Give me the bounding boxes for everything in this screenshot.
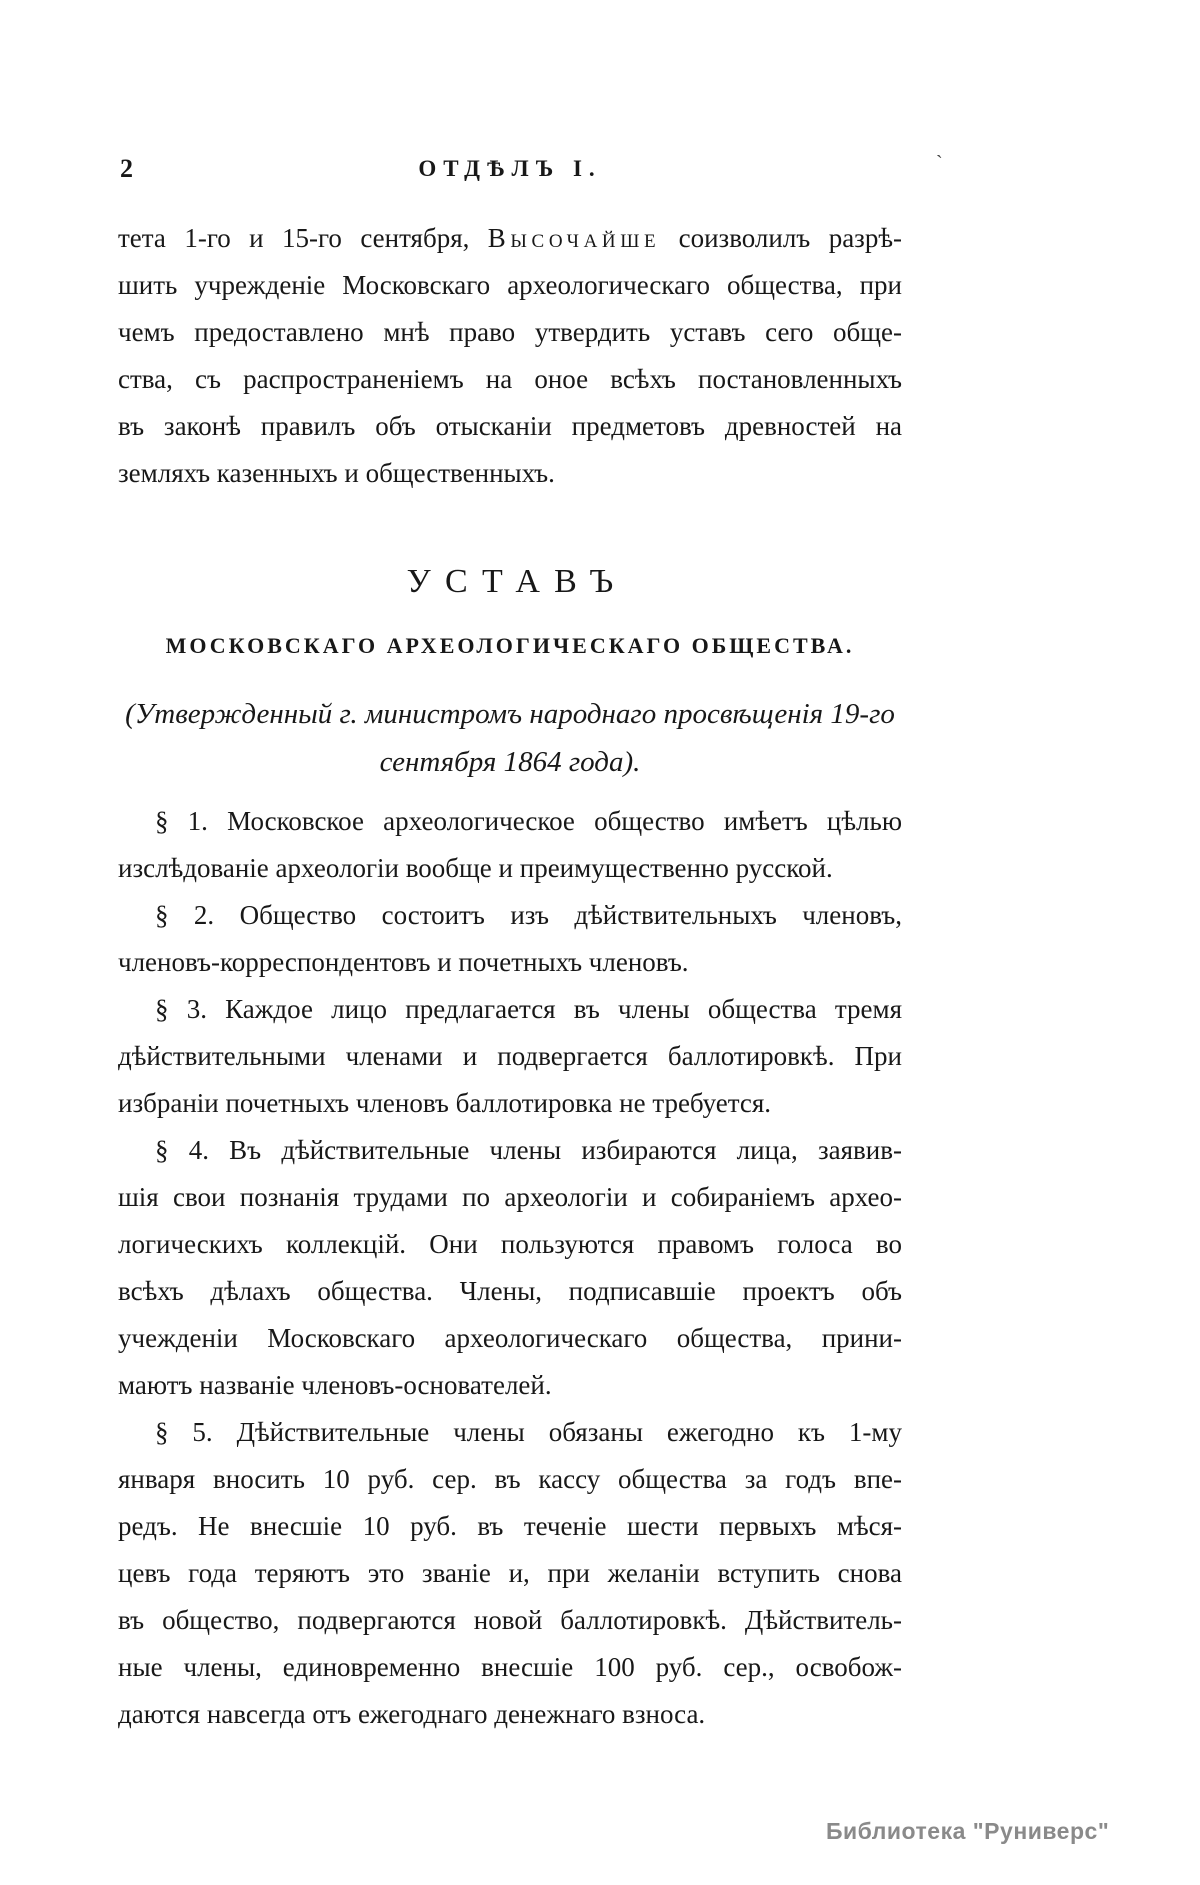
text-line: логическихъ коллекцій. Они пользуются правомъ голоса во <box>118 1229 902 1259</box>
text-line: маютъ названіе членовъ-основателей. <box>118 1370 552 1400</box>
articles-block <box>118 798 902 1738</box>
section-title: ОТДѢЛЪ I. <box>418 156 602 181</box>
text-line: § 1. Московское археологическое общество имѣетъ цѣлью <box>155 806 902 836</box>
text-line: дѣйствительными членами и подвергается баллотировкѣ. При <box>118 1041 902 1071</box>
text-line: всѣхъ дѣлахъ общества. Члены, подписавшіе проектъ объ <box>118 1276 902 1306</box>
text-line: ные члены, единовременно внесшіе 100 руб. сер., освобож- <box>118 1652 902 1682</box>
text-line: января вносить 10 руб. сер. въ кассу общества за годъ впе- <box>118 1464 902 1494</box>
paragraph-article-2 <box>118 892 902 986</box>
text-line: § 5. Дѣйствительные члены обязаны ежегодно къ 1-му <box>155 1417 902 1447</box>
text-line: шить учрежденіе Московскаго археологическаго общества, при <box>118 270 902 300</box>
text-line: § 3. Каждое лицо предлагается въ члены общества тремя <box>155 994 902 1024</box>
text-line: учежденіи Московскаго археологическаго общества, прини- <box>118 1323 902 1353</box>
paragraph-article-5 <box>118 1409 902 1738</box>
text-line: цевъ года теряютъ это званіе и, при желаніи вступить снова <box>118 1558 902 1588</box>
intro-paragraph-block <box>118 215 902 497</box>
text-line: земляхъ казенныхъ и общественныхъ. <box>118 458 555 488</box>
plain-text: соизволилъ разрѣ- <box>660 223 902 253</box>
text-line <box>118 215 902 262</box>
emphasized-text: Высочайше <box>487 223 661 253</box>
intro-paragraph-container <box>118 215 902 497</box>
text-line: § 2. Общество состоитъ изъ дѣйствительныхъ членовъ, <box>155 900 902 930</box>
approval-note <box>118 690 902 786</box>
text-line: шія свои познанія трудами по археологіи и собираніемъ архео- <box>118 1182 902 1212</box>
text-line: въ законѣ правилъ объ отысканіи предметовъ древностей на <box>118 411 902 441</box>
text-line: чемъ предоставлено мнѣ право утвердить уставъ сего обще- <box>118 317 902 347</box>
paragraph-article-1 <box>118 798 902 892</box>
text-line: членовъ-корреспондентовъ и почетныхъ членовъ. <box>118 947 689 977</box>
paragraph-article-3 <box>118 986 902 1127</box>
approval-note-line: (Утвержденный г. министромъ народнаго просвѣщенія 19-го <box>125 698 895 730</box>
text-line: ства, съ распространеніемъ на оное всѣхъ постановленныхъ <box>118 364 902 394</box>
articles-container <box>118 798 902 1738</box>
text-line: въ общество, подвергаются новой баллотировкѣ. Дѣйствитель- <box>118 1605 902 1635</box>
text-line: избраніи почетныхъ членовъ баллотировка не требуется. <box>118 1088 772 1118</box>
paragraph-intro <box>118 215 902 497</box>
text-line: редъ. Не внесшіе 10 руб. въ теченіе шести первыхъ мѣся- <box>118 1511 902 1541</box>
plain-text: тета 1-го и 15-го сентября, <box>118 223 488 253</box>
library-watermark: Библиотека "Руниверс" <box>826 1818 1110 1844</box>
text-line: изслѣдованіе археологіи вообще и преимущественно русской. <box>118 853 833 883</box>
paragraph-article-4 <box>118 1127 902 1409</box>
stray-scan-mark: ` <box>936 152 943 174</box>
text-line: § 4. Въ дѣйствительные члены избираются лица, заявив- <box>155 1135 902 1165</box>
charter-subtitle: МОСКОВСКАГО АРХЕОЛОГИЧЕСКАГО ОБЩЕСТВА. <box>165 633 855 658</box>
text-line: даются навсегда отъ ежегоднаго денежнаго взноса. <box>118 1699 706 1729</box>
charter-title: УСТАВЪ <box>406 563 628 600</box>
approval-note-line: сентября 1864 года). <box>379 746 641 778</box>
page-number: 2 <box>120 154 134 183</box>
